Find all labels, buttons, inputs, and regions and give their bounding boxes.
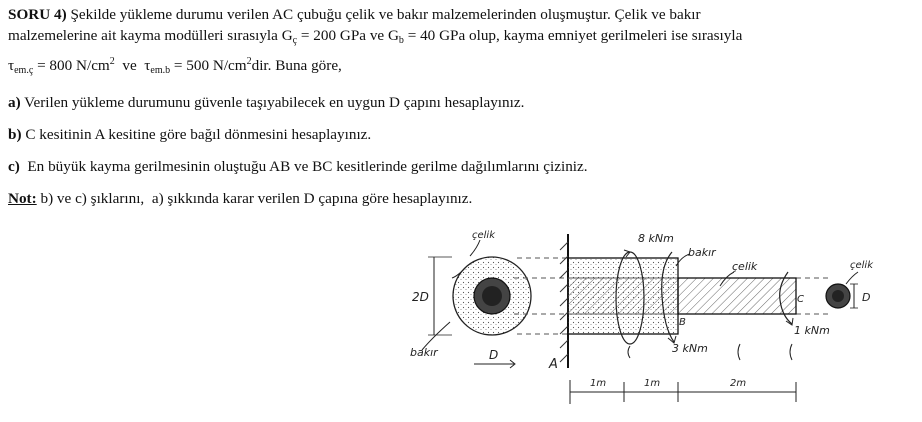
question-c: c) En büyük kayma gerilmesinin oluştuğu AB ve BC kesitlerinde gerilme dağılımlarını çiziniz. [8, 158, 588, 175]
length-dimension [570, 378, 796, 404]
label-torque-3: 3 kNm [672, 342, 708, 355]
label-celik-top: çelik [732, 260, 758, 273]
label-torque-1: 1 kNm [794, 324, 830, 337]
fixed-wall [548, 234, 568, 372]
label-point-a: A [549, 357, 558, 372]
problem-text [8, 4, 914, 209]
label-celik-right: çelik [850, 260, 873, 271]
label-point-b: B [679, 317, 686, 328]
problem-intro [8, 4, 914, 81]
label-d-right: D [862, 291, 871, 304]
section-cuts [628, 344, 792, 360]
question-a: a) Verilen yükleme durumunu güvenle taşıyabilecek en uygun D çapını hesaplayınız. [8, 94, 525, 111]
label-len-1: 1m [590, 378, 607, 389]
left-cross-section [410, 230, 531, 368]
intro-line-3: $\tau_{em.ç} = 800$ $N/cm^2$ ve $\tau_{em.b} = 500$ $N/cm^2dir$. Buna göre, [8, 56, 342, 76]
label-len-3: 2m [730, 378, 747, 389]
label-len-2: 1m [644, 378, 661, 389]
shaft-figure [392, 226, 914, 416]
right-cross-section [826, 260, 874, 308]
note: Not: b) ve c) şıklarını, a) şıkkında karar verilen D çapına göre hesaplayınız. [8, 190, 473, 207]
problem-label: SORU 4) [8, 6, 67, 23]
intro-line-2: malzemelerine ait kayma modülleri sırasıyla $G_ç = 200$ GPa ve $G_b = 40$ GPa olup, kayma emniyet gerilmeleri ise sırasıyla [8, 27, 743, 46]
label-celik-left: çelik [472, 230, 495, 241]
label-d-left: D [489, 348, 499, 362]
label-point-c: C [797, 294, 804, 305]
label-bakir-top: bakır [688, 246, 716, 259]
segment-ab [568, 258, 686, 334]
question-b: b) C kesitinin A kesitine göre bağıl dönmesini hesaplayınız. [8, 126, 372, 143]
label-torque-8: 8 kNm [638, 232, 674, 245]
segment-bc [678, 278, 804, 314]
label-bakir-left: bakır [410, 346, 438, 359]
intro-line-1: SORU 4) Şekilde yükleme durumu verilen AC çubuğu çelik ve bakır malzemelerinden oluşmuştur. Çelik ve bakır [8, 6, 701, 23]
label-2d: 2D [412, 290, 429, 304]
